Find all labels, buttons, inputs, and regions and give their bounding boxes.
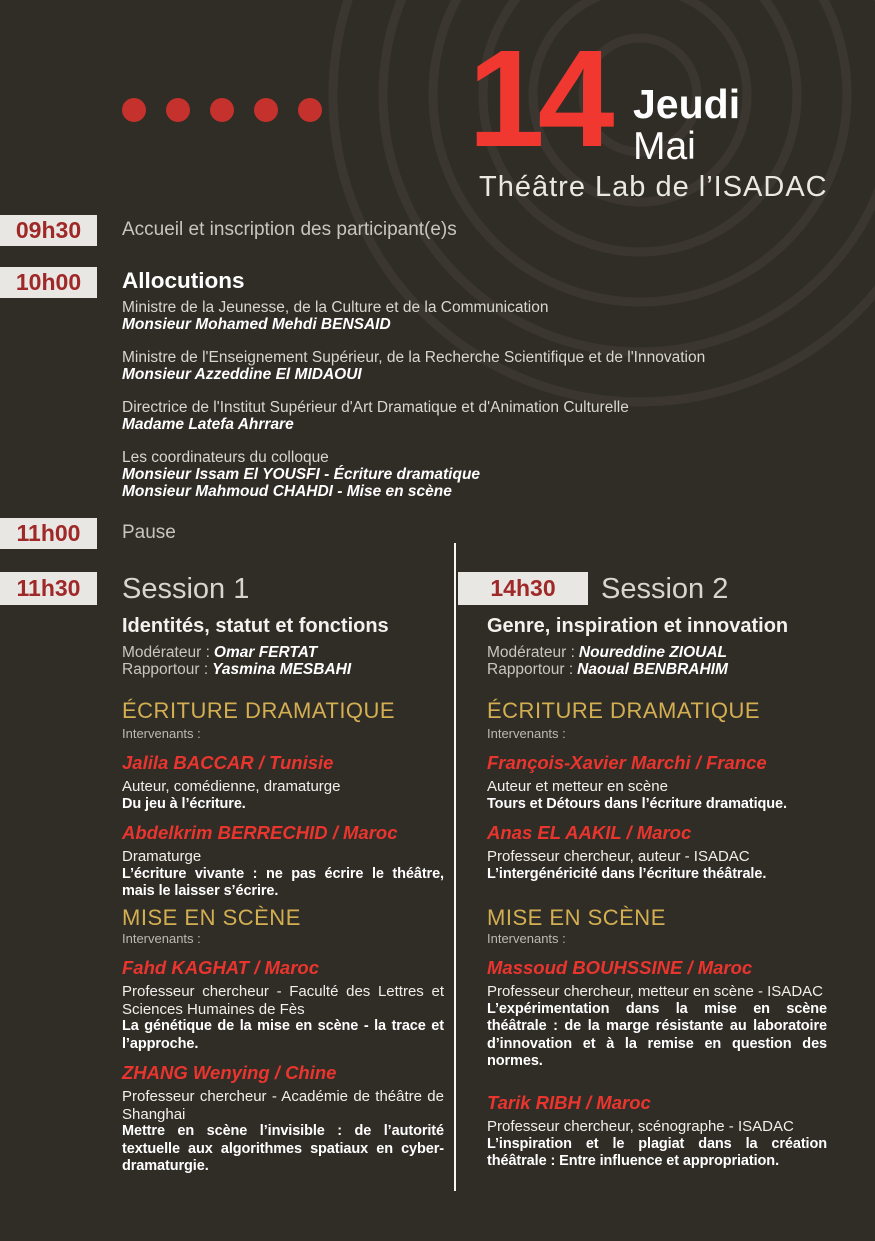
speaker-role: Professeur chercheur, scénographe - ISADAC [487, 1118, 794, 1135]
rapporteur-name: Naoual BENBRAHIM [577, 661, 728, 678]
allocution-entry [122, 299, 842, 333]
speaker-role: Professeur chercheur, auteur - ISADAC [487, 848, 750, 865]
allocutions-list [122, 299, 842, 516]
time-badge-1000: 10h00 [0, 267, 97, 298]
speaker-talk-title: La génétique de la mise en scène - la trace et l’approche. [122, 1018, 444, 1052]
session2-rapporteur [487, 661, 728, 678]
moderator-label: Modérateur : [122, 644, 210, 661]
speaker-talk-title: L’écriture vivante : ne pas écrire le théâtre, mais le laisser s’écrire. [122, 865, 444, 899]
allocution-role: Directrice de l'Institut Supérieur d'Art Dramatique et d'Animation Culturelle [122, 399, 629, 416]
speaker-talk-title: L’inspiration et le plagiat dans la création théâtrale : Entre influence et appropriation. [487, 1135, 827, 1169]
rapporteur-name: Yasmina MESBAHI [212, 661, 352, 678]
speaker-role: Professeur chercheur - Académie de théâtre de Shanghai [122, 1088, 444, 1123]
time-badge-1100: 11h00 [0, 518, 97, 549]
intervenants-label: Intervenants : [487, 726, 566, 741]
moderator-label: Modérateur : [487, 644, 575, 661]
allocution-role: Ministre de la Jeunesse, de la Culture et de la Communication [122, 299, 549, 316]
red-dot [122, 98, 146, 122]
session2-moderator [487, 644, 727, 661]
speaker-talk-title: Du jeu à l’écriture. [122, 795, 246, 812]
time-badge-1430: 14h30 [458, 572, 588, 605]
speaker-name: Anas EL AAKIL / Maroc [487, 822, 692, 843]
month: Mai [633, 125, 696, 168]
time-badge-0930: 09h30 [0, 215, 97, 246]
session2-label: Session 2 [601, 573, 729, 605]
intervenants-label: Intervenants : [122, 931, 201, 946]
red-dot [210, 98, 234, 122]
speaker-name: Abdelkrim BERRECHID / Maroc [122, 822, 398, 843]
speaker-card [122, 752, 444, 813]
speaker-name: François-Xavier Marchi / France [487, 752, 767, 773]
speaker-role: Professeur chercheur, metteur en scène - ISADAC [487, 983, 823, 1000]
venue-title: Théâtre Lab de l’ISADAC [479, 171, 828, 203]
speaker-card [487, 957, 827, 1071]
speaker-card [122, 1062, 444, 1176]
speaker-card [487, 822, 827, 883]
speaker-role: Professeur chercheur - Faculté des Lettres et Sciences Humaines de Fès [122, 983, 444, 1018]
session2-theme: Genre, inspiration et innovation [487, 615, 789, 637]
session1-label: Session 1 [122, 573, 250, 605]
speaker-talk-title: L’intergénéricité dans l’écriture théâtrale. [487, 865, 767, 882]
session2-mise-en-scene-heading: MISE EN SCÈNE [487, 905, 666, 930]
session1-rapporteur [122, 661, 351, 678]
intervenants-label: Intervenants : [122, 726, 201, 741]
day-number: 14 [468, 22, 608, 176]
speaker-card [122, 957, 444, 1053]
allocution-name: Monsieur Mahmoud CHAHDI - Mise en scène [122, 483, 452, 500]
speaker-name: Massoud BOUHSSINE / Maroc [487, 957, 753, 978]
speaker-card [122, 822, 444, 901]
session1-moderator [122, 644, 317, 661]
allocution-role: Ministre de l'Enseignement Supérieur, de la Recherche Scientifique et de l'Innovation [122, 349, 706, 366]
speaker-card [487, 752, 827, 813]
rapporteur-label: Rapportour : [122, 661, 209, 678]
allocution-entry [122, 349, 842, 383]
speaker-role: Auteur, comédienne, dramaturge [122, 778, 341, 795]
allocution-name: Madame Latefa Ahrrare [122, 416, 294, 433]
red-dot [254, 98, 278, 122]
allocution-entry [122, 449, 842, 500]
speaker-card [487, 1092, 827, 1171]
speaker-name: Fahd KAGHAT / Maroc [122, 957, 319, 978]
allocution-role: Les coordinateurs du colloque [122, 449, 329, 466]
pause-label: Pause [122, 522, 176, 543]
speaker-name: Jalila BACCAR / Tunisie [122, 752, 334, 773]
session2-ecriture-heading: ÉCRITURE DRAMATIQUE [487, 698, 761, 723]
moderator-name: Noureddine ZIOUAL [578, 644, 727, 661]
red-dot [298, 98, 322, 122]
red-dot [166, 98, 190, 122]
session1-ecriture-heading: ÉCRITURE DRAMATIQUE [122, 698, 396, 723]
session1-mise-en-scene-heading: MISE EN SCÈNE [122, 905, 301, 930]
speaker-name: Tarik RIBH / Maroc [487, 1092, 651, 1113]
accueil-label: Accueil et inscription des participant(e)s [122, 219, 457, 240]
allocution-name: Monsieur Azzeddine El MIDAOUI [122, 366, 362, 383]
allocution-name: Monsieur Mohamed Mehdi BENSAID [122, 316, 391, 333]
intervenants-label: Intervenants : [487, 931, 566, 946]
speaker-talk-title: Tours et Détours dans l’écriture dramatique. [487, 795, 787, 812]
session1-theme: Identités, statut et fonctions [122, 615, 389, 637]
allocution-entry [122, 399, 842, 433]
speaker-role: Dramaturge [122, 848, 202, 865]
rapporteur-label: Rapportour : [487, 661, 574, 678]
day-name: Jeudi [633, 81, 741, 127]
speaker-talk-title: L’expérimentation dans la mise en scène théâtrale : de la marge résistante au laboratoire d’innovation et à la remise en question des normes. [487, 1000, 827, 1069]
allocutions-title: Allocutions [122, 268, 245, 293]
speaker-talk-title: Mettre en scène l’invisible : de l’autorité textuelle aux algorithmes spatiaux en cyber-dramaturgie. [122, 1123, 444, 1174]
allocution-name: Monsieur Issam El YOUSFI - Écriture dramatique [122, 466, 481, 483]
column-divider [454, 543, 456, 1191]
speaker-role: Auteur et metteur en scène [487, 778, 668, 795]
moderator-name: Omar FERTAT [213, 644, 318, 661]
time-badge-1130: 11h30 [0, 572, 97, 605]
speaker-name: ZHANG Wenying / Chine [122, 1062, 337, 1083]
red-dot-row [122, 98, 322, 122]
